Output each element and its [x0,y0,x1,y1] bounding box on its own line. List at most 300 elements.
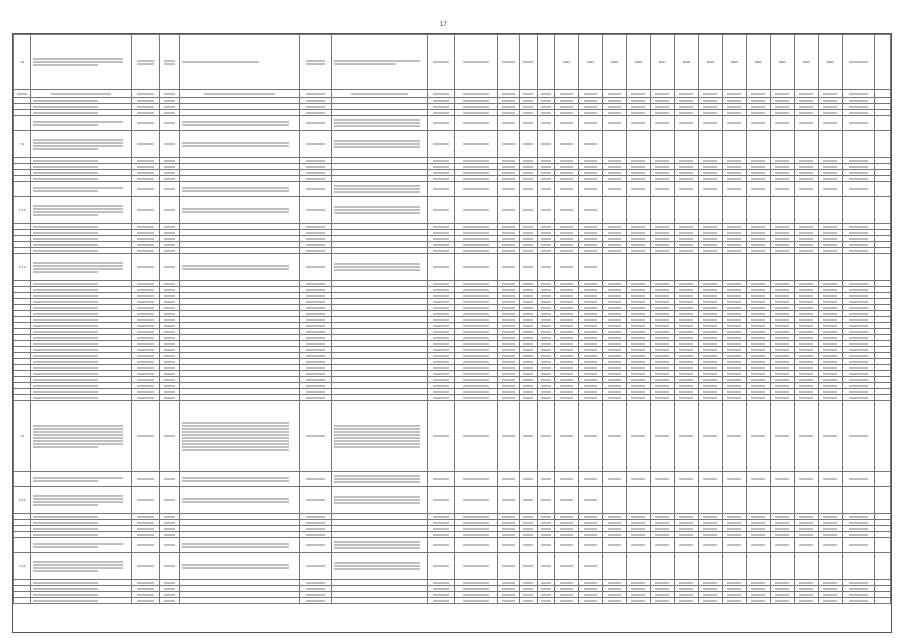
table-cell [626,553,650,580]
column-index-cell [554,90,578,98]
table-cell [299,131,332,158]
column-index-cell [674,90,698,98]
table-cell [31,538,131,553]
table-row [14,598,891,604]
table-cell [842,553,875,580]
table-cell [131,472,159,487]
table-cell [454,197,498,224]
column-index-cell [454,90,498,98]
column-header [160,35,180,90]
table-cell [31,472,131,487]
table-cell [578,131,602,158]
table-cell [650,598,674,604]
table-cell [498,197,520,224]
table-cell [602,254,626,281]
table-cell [602,401,626,472]
table-cell [674,197,698,224]
table-cell [722,553,746,580]
table-cell [674,472,698,487]
table-cell [875,401,891,472]
column-index-cell [332,90,428,98]
column-index-cell [626,90,650,98]
table-row [14,131,891,158]
table-cell [770,598,794,604]
table-cell [179,598,299,604]
table-cell [332,553,428,580]
table-cell [520,254,537,281]
column-index-cell [578,90,602,98]
table-cell [299,254,332,281]
table-cell [31,197,131,224]
column-index-cell [537,90,554,98]
table-cell [578,472,602,487]
table-cell [794,116,818,131]
table-cell [498,487,520,514]
section-number: 7.2 [14,401,31,472]
table-cell [770,197,794,224]
table-cell [498,116,520,131]
column-header: № [14,35,31,90]
table-cell [454,598,498,604]
table-cell [842,182,875,197]
table-cell [554,487,578,514]
column-index-row [14,90,891,98]
column-index-cell [179,90,299,98]
table-cell [160,182,180,197]
table-cell [131,131,159,158]
table-cell [722,116,746,131]
table-cell [554,254,578,281]
table-cell [498,598,520,604]
table-cell [578,182,602,197]
table-cell [299,401,332,472]
table-cell [160,197,180,224]
table-cell [578,487,602,514]
table-cell [554,116,578,131]
table-cell [537,401,554,472]
table-cell [160,598,180,604]
table-cell [875,116,891,131]
table-cell [722,598,746,604]
table-cell [674,538,698,553]
table-cell [428,197,454,224]
table-cell [498,472,520,487]
table-cell [602,197,626,224]
table-header-row [14,35,891,90]
table-cell [332,197,428,224]
table-cell [626,401,650,472]
table-cell [454,472,498,487]
table-cell [746,116,770,131]
section-number: 7.1.1 [14,197,31,224]
table-cell [332,538,428,553]
table-cell [332,116,428,131]
table-cell [842,254,875,281]
table-cell [650,538,674,553]
table-cell [131,487,159,514]
column-index-cell [818,90,842,98]
table-cell [746,553,770,580]
table-cell [428,472,454,487]
table-cell [626,182,650,197]
table-cell [842,472,875,487]
column-header: 2018 [674,35,698,90]
table-cell [722,131,746,158]
table-cell [602,472,626,487]
column-index-cell [31,90,131,98]
column-index-cell [794,90,818,98]
table-cell [498,182,520,197]
table-cell [520,131,537,158]
column-header: 2013 [554,35,578,90]
table-cell [498,538,520,553]
column-header [520,35,537,90]
table-cell [520,182,537,197]
table-cell [537,116,554,131]
table-row [14,538,891,553]
column-index-cell [842,90,875,98]
table-body [14,98,891,604]
table-cell [131,254,159,281]
table-cell [179,472,299,487]
table-cell [698,598,722,604]
table-cell [794,254,818,281]
table-cell [794,538,818,553]
table-cell [428,538,454,553]
table-cell [454,487,498,514]
table-cell [770,131,794,158]
table-cell [520,538,537,553]
column-index-cell [722,90,746,98]
table-cell [626,472,650,487]
table-cell [602,116,626,131]
table-cell [31,116,131,131]
table-cell [578,553,602,580]
table-cell [454,401,498,472]
table-cell [674,401,698,472]
table-cell [31,487,131,514]
table-cell [650,254,674,281]
table-cell [770,401,794,472]
table-cell [179,254,299,281]
table-cell [602,598,626,604]
table-cell [520,487,537,514]
table-cell [770,538,794,553]
table-cell [722,538,746,553]
column-header [875,35,891,90]
table-cell [818,598,842,604]
table-cell [537,598,554,604]
column-header: 2021 [746,35,770,90]
table-cell [794,131,818,158]
table-cell [299,197,332,224]
table-cell [875,197,891,224]
table-cell [650,401,674,472]
table-cell [179,182,299,197]
table-cell [454,131,498,158]
column-header: 2020 [722,35,746,90]
table-cell [698,472,722,487]
table-cell [332,254,428,281]
table-cell [428,598,454,604]
table-cell [698,401,722,472]
table-cell [698,538,722,553]
column-header [498,35,520,90]
table-cell [131,538,159,553]
table-cell [650,472,674,487]
table-cell [332,182,428,197]
table-cell [794,553,818,580]
column-header [299,35,332,90]
table-cell [794,598,818,604]
table-cell [746,538,770,553]
table-row [14,401,891,472]
table-cell [537,254,554,281]
table-cell [602,553,626,580]
table-cell [794,182,818,197]
table-cell [160,553,180,580]
table-cell [160,401,180,472]
table-cell [428,553,454,580]
table-cell [160,487,180,514]
program-table [13,34,891,604]
table-cell [454,182,498,197]
table-cell [520,401,537,472]
column-index-cell [428,90,454,98]
table-cell [428,131,454,158]
table-cell [520,553,537,580]
table-cell [626,487,650,514]
table-cell [602,182,626,197]
table-cell [674,598,698,604]
table-cell [160,254,180,281]
table-cell [842,116,875,131]
table-cell [160,538,180,553]
column-header [454,35,498,90]
table-cell [537,182,554,197]
table-row [14,182,891,197]
table-cell [299,487,332,514]
column-header [332,35,428,90]
table-cell [698,553,722,580]
column-header [131,35,159,90]
table-cell [131,401,159,472]
column-header: 2015 [602,35,626,90]
table-cell [626,538,650,553]
table-cell [160,472,180,487]
table-cell [554,553,578,580]
table-cell [131,553,159,580]
table-cell [818,116,842,131]
table-cell [794,472,818,487]
column-header [31,35,131,90]
table-cell [818,538,842,553]
table-cell [818,131,842,158]
table-cell [14,116,31,131]
table-cell [578,197,602,224]
table-cell [875,131,891,158]
table-cell [554,131,578,158]
table-cell [299,472,332,487]
column-header: 2016 [626,35,650,90]
table-cell [578,401,602,472]
table-cell [454,553,498,580]
table-cell [520,197,537,224]
table-cell [131,197,159,224]
table-cell [626,598,650,604]
column-header: 2024 [818,35,842,90]
table-cell [770,487,794,514]
table-cell [537,487,554,514]
table-cell [537,538,554,553]
column-header: 2017 [650,35,674,90]
table-cell [179,116,299,131]
table-cell [722,197,746,224]
column-index-cell [875,90,891,98]
table-cell [537,553,554,580]
table-cell [746,401,770,472]
table-cell [554,538,578,553]
table-cell [428,116,454,131]
table-cell [31,401,131,472]
table-cell [31,598,131,604]
table-cell [794,197,818,224]
table-cell [299,182,332,197]
table-cell [818,254,842,281]
column-index-cell [520,90,537,98]
document-sheet [12,33,892,633]
table-cell [722,254,746,281]
table-cell [794,487,818,514]
table-cell [554,197,578,224]
page-number: 17 [440,22,447,28]
table-cell [626,116,650,131]
table-cell [14,472,31,487]
section-number: 7.2.2 [14,553,31,580]
column-index-cell [131,90,159,98]
table-cell [578,538,602,553]
table-cell [698,487,722,514]
table-cell [842,197,875,224]
table-cell [602,538,626,553]
table-cell [14,538,31,553]
column-index-cell [770,90,794,98]
table-cell [520,116,537,131]
table-cell [650,197,674,224]
table-cell [674,487,698,514]
table-cell [818,197,842,224]
table-cell [818,401,842,472]
table-cell [332,131,428,158]
table-cell [179,197,299,224]
table-cell [578,598,602,604]
table-cell [131,182,159,197]
column-index-cell [650,90,674,98]
table-cell [842,487,875,514]
table-cell [875,538,891,553]
table-cell [842,131,875,158]
column-header [842,35,875,90]
table-cell [842,598,875,604]
table-cell [818,487,842,514]
column-index-cell [698,90,722,98]
table-cell [746,254,770,281]
table-cell [160,116,180,131]
table-cell [14,598,31,604]
table-cell [722,472,746,487]
table-cell [31,553,131,580]
table-cell [674,553,698,580]
table-cell [520,472,537,487]
table-cell [698,116,722,131]
table-cell [626,131,650,158]
table-cell [746,131,770,158]
table-cell [602,487,626,514]
section-number: 7.1.2 [14,254,31,281]
table-cell [299,553,332,580]
table-cell [498,553,520,580]
table-cell [179,553,299,580]
table-cell [428,182,454,197]
table-cell [299,598,332,604]
table-row [14,487,891,514]
table-cell [746,598,770,604]
table-cell [746,487,770,514]
table-cell [554,472,578,487]
table-cell [498,401,520,472]
table-cell [31,254,131,281]
table-cell [650,182,674,197]
table-cell [674,116,698,131]
table-cell [332,598,428,604]
column-index-cell [14,90,31,98]
table-cell [179,131,299,158]
table-cell [674,182,698,197]
table-cell [770,182,794,197]
column-index-cell [602,90,626,98]
table-cell [537,472,554,487]
table-cell [722,487,746,514]
column-header [179,35,299,90]
table-cell [875,598,891,604]
column-index-cell [498,90,520,98]
table-cell [179,487,299,514]
table-cell [770,254,794,281]
table-cell [498,254,520,281]
table-cell [770,472,794,487]
column-header: 2019 [698,35,722,90]
table-cell [332,487,428,514]
table-cell [31,182,131,197]
section-number: 7.2.1 [14,487,31,514]
table-row [14,197,891,224]
table-cell [299,538,332,553]
table-cell [179,401,299,472]
table-cell [650,131,674,158]
table-cell [770,553,794,580]
column-header: 2014 [578,35,602,90]
table-cell [818,472,842,487]
table-cell [554,182,578,197]
table-cell [674,254,698,281]
table-cell [746,472,770,487]
table-cell [722,401,746,472]
table-cell [722,182,746,197]
table-cell [770,116,794,131]
table-cell [131,116,159,131]
table-cell [818,553,842,580]
table-cell [131,598,159,604]
